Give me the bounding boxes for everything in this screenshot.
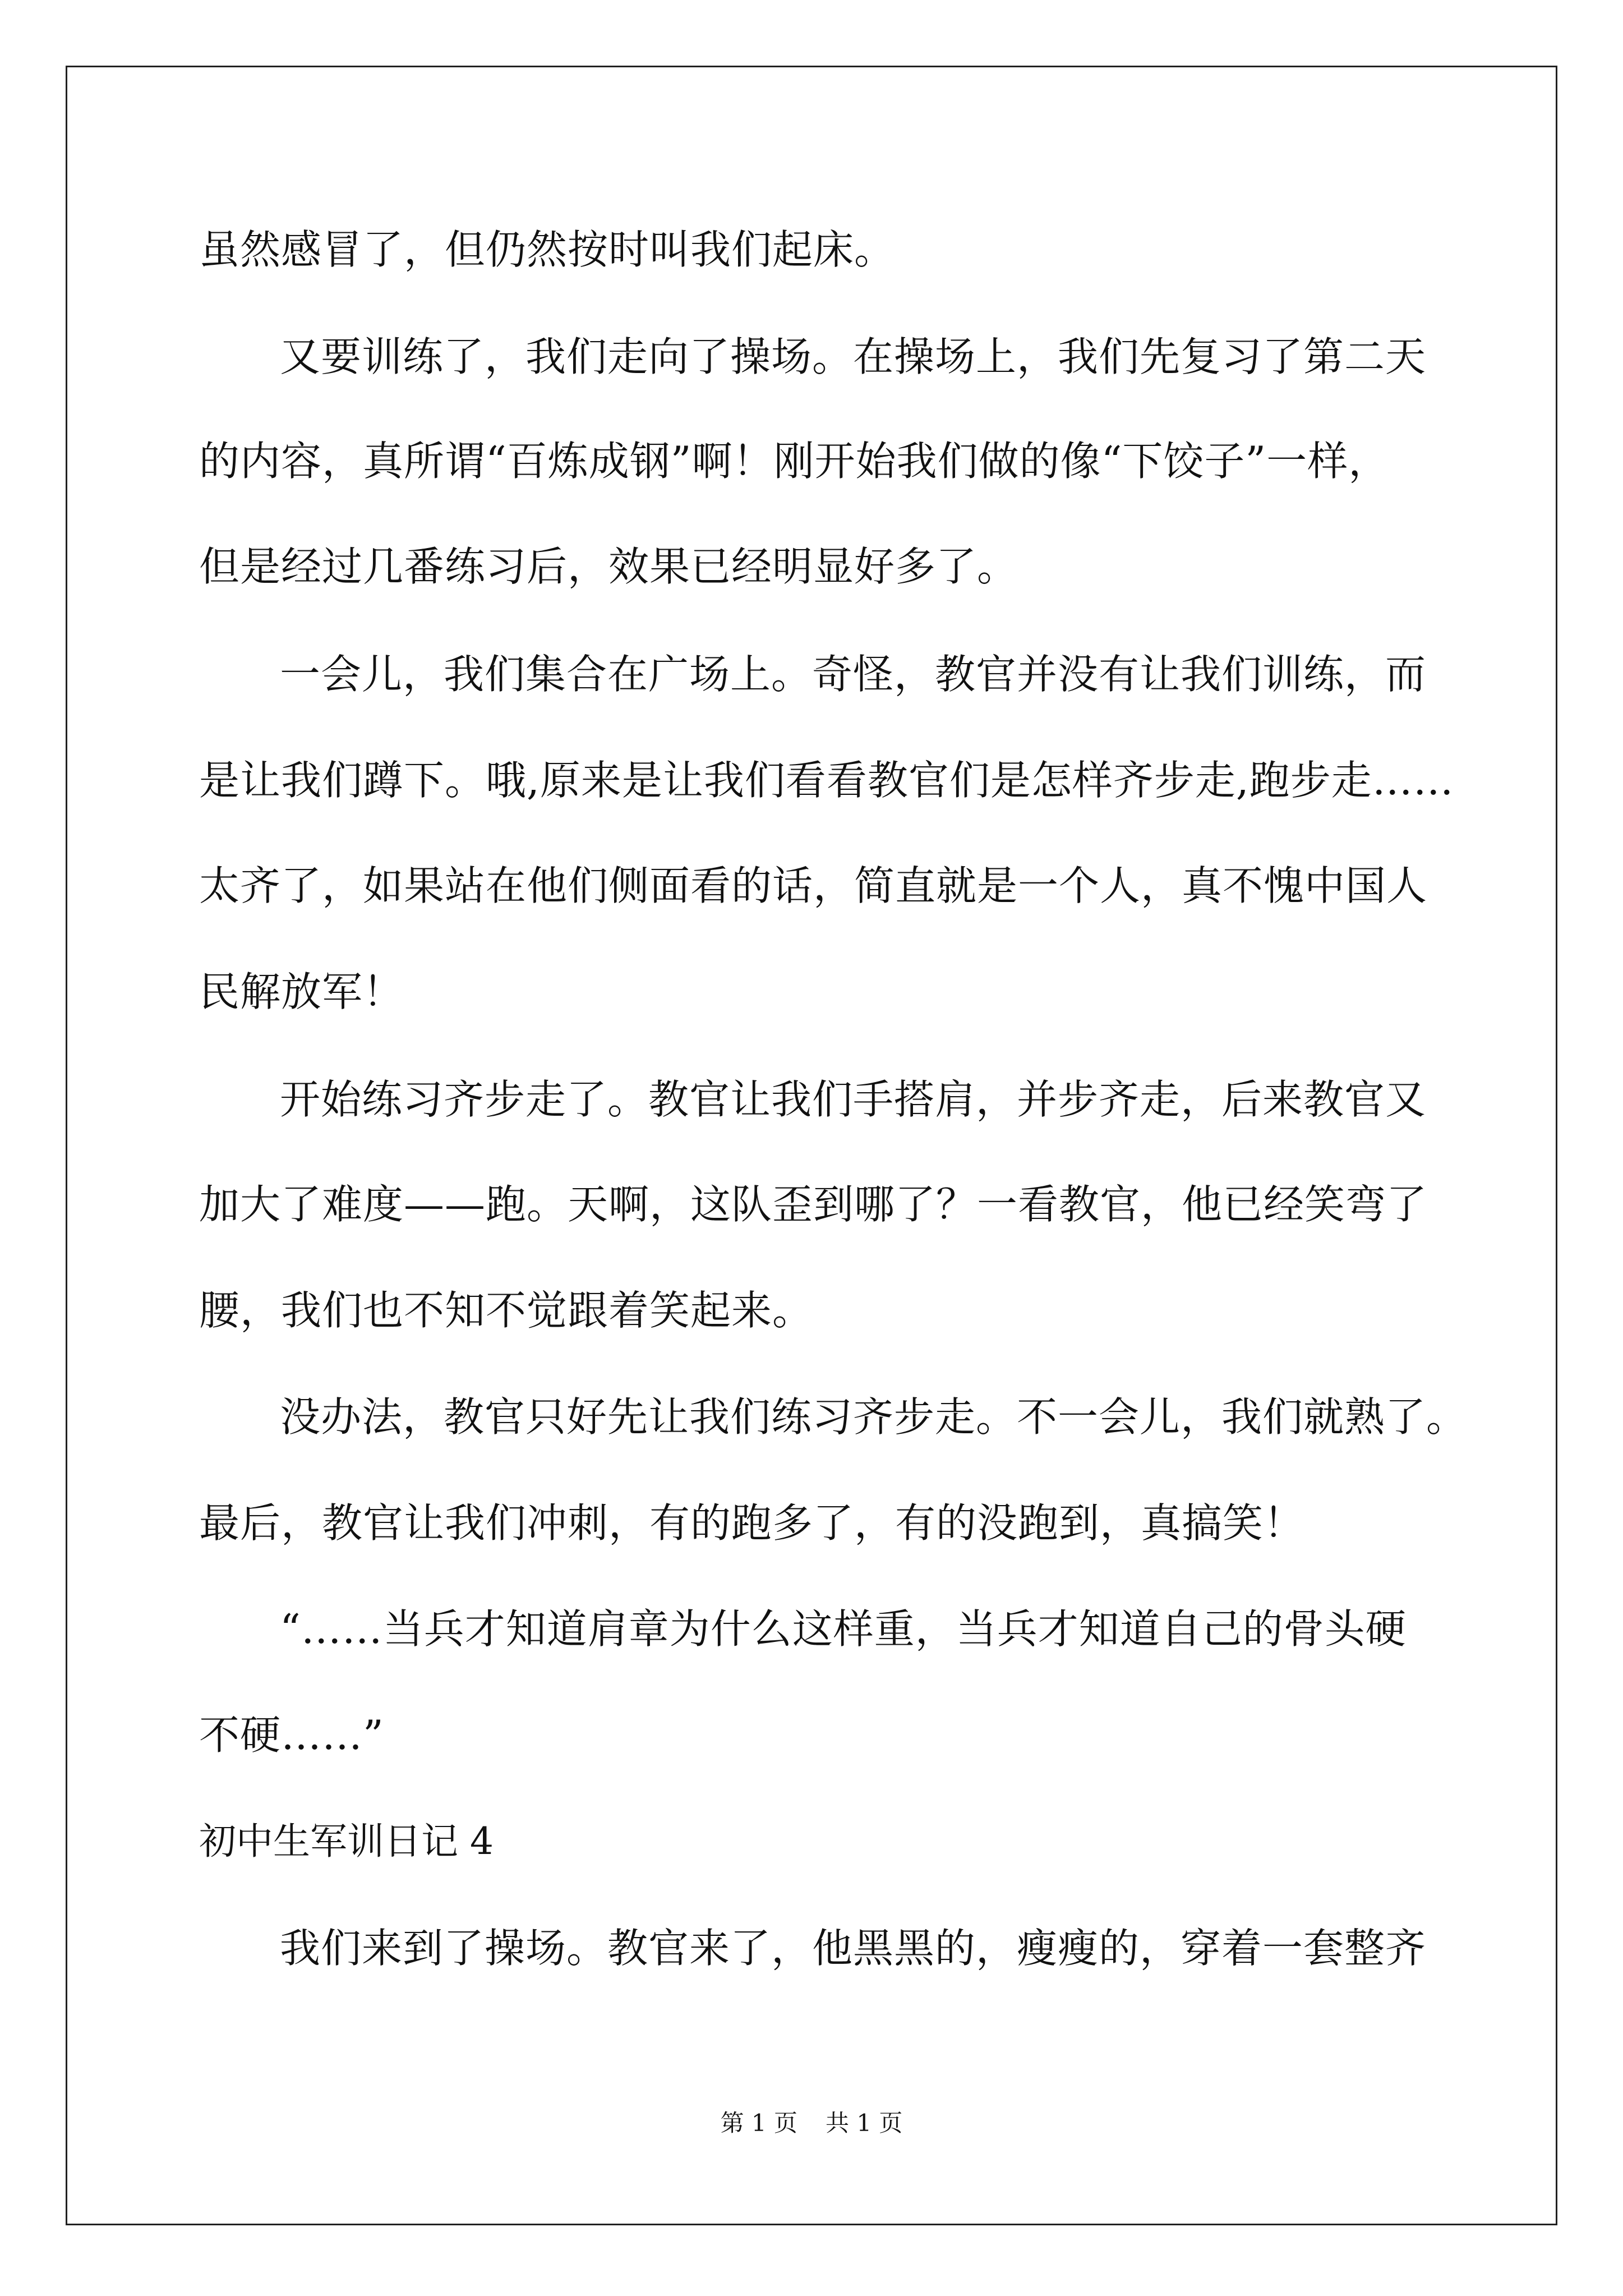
text-line: 是让我们蹲下。哦,原来是让我们看看教官们是怎样齐步走,跑步走…… (199, 757, 1454, 804)
text-line: 开始练习齐步走了。教官让我们手搭肩，并步齐走，后来教官又 (280, 1076, 1427, 1123)
page-total: 共 1 页 (826, 2109, 903, 2137)
text-line: 我们来到了操场。教官来了，他黑黑的，瘦瘦的，穿着一套整齐 (280, 1925, 1427, 1972)
text-line: 的内容，真所谓“百炼成钢”啊！刚开始我们做的像“下饺子”一样， (199, 438, 1390, 485)
text-line: 没办法，教官只好先让我们练习齐步走。不一会儿，我们就熟了。 (280, 1393, 1468, 1441)
text-line: 最后，教官让我们冲刺，有的跑多了，有的没跑到，真搞笑！ (199, 1499, 1305, 1547)
text-line: “……当兵才知道肩章为什么这样重，当兵才知道自己的骨头硬 (280, 1605, 1407, 1653)
page-footer (0, 2106, 1623, 2140)
text-line: 太齐了，如果站在他们侧面看的话，简直就是一个人，真不愧中国人 (199, 862, 1428, 909)
text-line: 加大了难度——跑。天啊，这队歪到哪了？一看教官，他已经笑弯了 (199, 1181, 1428, 1228)
text-line: 民解放军！ (199, 968, 404, 1015)
text-line: 但是经过几番练习后，效果已经明显好多了。 (199, 543, 1018, 590)
page-number: 第 1 页 (720, 2109, 797, 2137)
text-line: 腰，我们也不知不觉跟着笑起来。 (199, 1287, 814, 1334)
page-border (66, 66, 1557, 2225)
text-line: 一会儿，我们集合在广场上。奇怪，教官并没有让我们训练，而 (280, 651, 1427, 698)
text-line: 虽然感冒了，但仍然按时叫我们起床。 (199, 226, 896, 273)
text-line: 又要训练了，我们走向了操场。在操场上，我们先复习了第二天 (280, 333, 1427, 380)
text-line: 不硬……” (199, 1711, 384, 1759)
section-heading: 初中生军训日记 4 (199, 1820, 494, 1863)
